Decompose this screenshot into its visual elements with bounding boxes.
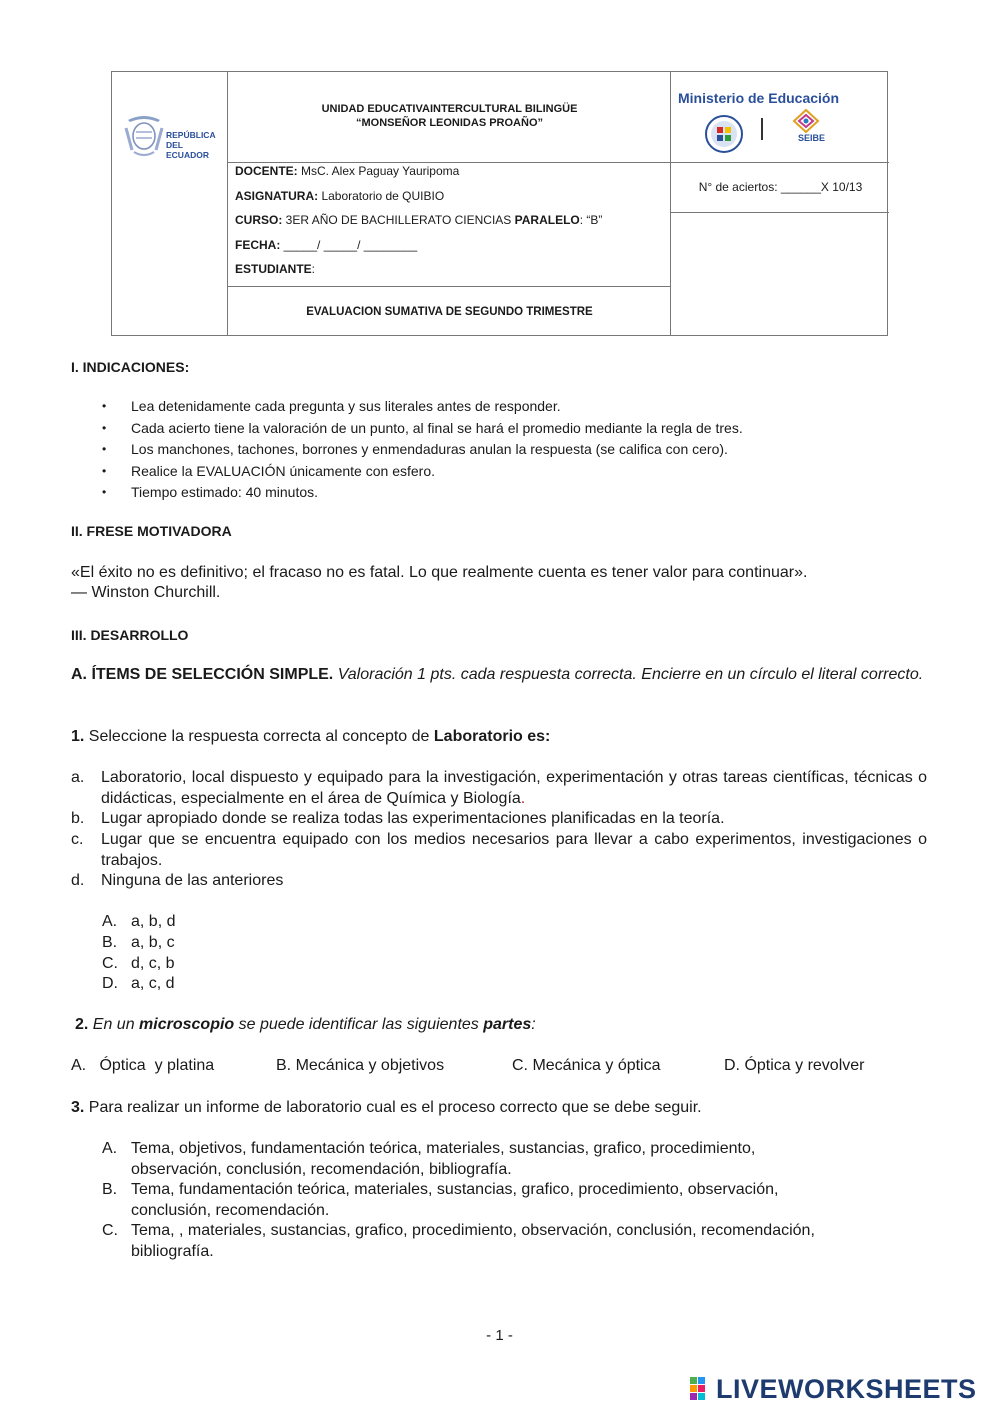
q2-option-c[interactable]: C. Mecánica y óptica [512,1057,661,1074]
coat-of-arms-icon [122,110,166,160]
republic-label-line2: DEL ECUADOR [166,140,209,160]
question-2-text: En un [88,1016,140,1033]
curso-value: 3ER AÑO DE BACHILLERATO CIENCIAS [282,213,515,227]
question-1 [71,727,928,748]
seibe-logo-icon [788,108,824,134]
list-item-text: Cada acierto tiene la valoración de un punto, al final se hará el promedio mediante la regla de tres. [131,419,743,436]
bullet-icon: • [102,485,107,499]
header-table [111,71,888,336]
liveworksheets-logo-icon [690,1377,714,1401]
estudiante-label: ESTUDIANTE [235,262,312,276]
choice-a[interactable]: a, b, d [131,913,176,930]
choice-a-letter: A. [102,913,118,930]
asignatura-row [235,189,675,214]
option-c[interactable]: Lugar que se encuentra equipado con los medios necesarios para llevar a cabo experimentos, investigaciones o trabajos. [101,831,927,869]
republic-label-line1: REPÚBLICA [166,130,216,140]
question-1-keyword: Laboratorio es: [433,728,551,745]
q3-option-a-line1: Tema, objetivos, fundamentación teórica, materiales, sustancias, grafico, procedimiento, [131,1140,756,1157]
question-3 [71,1098,928,1119]
choice-d[interactable]: a, c, d [131,975,175,992]
paralelo-label: PARALELO [514,213,580,227]
question-2-text: : [531,1016,536,1033]
quote-author: — Winston Churchill. [71,584,221,601]
question-2-number: 2. [75,1016,89,1033]
curso-row [235,213,675,238]
header-divider [670,212,889,213]
section-a-title: A. ÍTEMS DE SELECCIÓN SIMPLE. [71,666,334,683]
seibe-label: SEIBE [798,133,826,143]
ministry-logo-text: Ministerio de Educación [678,90,840,106]
section-a-description: Valoración 1 pts. cada respuesta correcta. Encierre en un círculo el literal correcto. [333,666,924,683]
q3-option-c-line2: bibliografía. [131,1242,214,1260]
question-2-text: se puede identificar las siguientes [234,1016,484,1033]
fecha-field[interactable]: _____/ _____/ ________ [280,237,418,252]
docente-row [235,164,675,189]
motivational-quote: «El éxito no es definitivo; el fracaso no es fatal. Lo que realmente cuenta es tener valor para continuar». [71,564,808,581]
fecha-label: FECHA: [235,237,281,252]
q2-option-d[interactable]: D. Óptica y revolver [724,1057,865,1074]
q3-option-b-line1: Tema, fundamentación teórica, materiales, sustancias, grafico, procedimiento, observación, [131,1181,779,1198]
docente-label: DOCENTE: [235,164,298,178]
option-a-letter: a. [71,769,85,786]
choice-b-letter: B. [102,934,118,951]
fecha-row [235,238,675,263]
q3-option-c-line1: Tema, , materiales, sustancias, grafico, procedimiento, observación, conclusión, recomendación, [131,1222,815,1239]
option-c-letter: c. [71,831,84,848]
school-name-line2: “MONSEÑOR LEONIDAS PROAÑO” [355,117,543,129]
asignatura-label: ASIGNATURA: [235,188,319,203]
logo-separator [761,118,763,140]
list-item-text: Los manchones, tachones, borrones y enmendaduras anulan la respuesta (se califica con cero). [131,441,728,457]
page-number: - 1 - [486,1327,513,1344]
question-2 [75,1015,932,1036]
frase-heading: II. FRESE MOTIVADORA [71,523,232,539]
question-1-text: Seleccione la respuesta correcta al concepto de [84,728,434,745]
choice-b[interactable]: a, b, c [131,934,175,951]
question-3-number: 3. [71,1099,85,1116]
list-item-text: Tiempo estimado: 40 minutos. [131,484,319,500]
q3-option-a-line2: observación, conclusión, recomendación, bibliografía. [131,1160,512,1178]
bullet-icon: • [102,442,107,456]
q3-option-a-letter: A. [102,1140,118,1157]
option-a[interactable] [101,768,927,809]
choice-c[interactable]: d, c, b [131,955,175,972]
q3-option-a[interactable] [131,1139,755,1180]
liveworksheets-wordmark: LIVEWORKSHEETS [716,1374,977,1404]
section-a-instructions [71,665,929,686]
q3-option-c-letter: C. [102,1222,118,1239]
q3-option-b-line2: conclusión, recomendación. [131,1201,330,1219]
question-2-keyword: microscopio [139,1016,235,1033]
list-item-text: Lea detenidamente cada pregunta y sus literales antes de responder. [131,398,561,414]
bullet-icon: • [102,420,107,435]
question-2-keyword: partes [483,1016,532,1033]
q3-option-b[interactable] [131,1180,778,1221]
bullet-icon: • [102,399,107,413]
ecuador-coat-of-arms-logo [122,110,227,162]
option-a-period: . [520,789,526,807]
option-d[interactable]: Ninguna de las anteriores [101,872,284,889]
bullet-icon: • [102,463,107,478]
option-b-letter: b. [71,810,85,827]
list-item-text: Realice la EVALUACIÓN únicamente con esfero. [131,462,435,479]
liveworksheets-logo [690,1374,990,1404]
choice-c-letter: C. [102,955,118,972]
q3-option-b-letter: B. [102,1181,118,1198]
question-3-text: Para realizar un informe de laboratorio cual es el proceso correcto que se debe seguir. [84,1099,702,1116]
option-b[interactable]: Lugar apropiado donde se realiza todas las experimentaciones planificadas en la teoría. [101,810,725,827]
q2-option-b[interactable]: B. Mecánica y objetivos [276,1057,445,1074]
header-divider [227,162,889,163]
aciertos-field[interactable]: N° de aciertos: ______X 10/13 [698,180,863,194]
school-name-line1: UNIDAD EDUCATIVAINTERCULTURAL BILINGÜE [321,103,578,115]
choice-d-letter: D. [102,975,118,992]
estudiante-field[interactable]: : [311,262,316,276]
estudiante-row [235,262,675,287]
paralelo-value: : “B” [579,213,603,227]
asignatura-value: Laboratorio de QUIBIO [318,188,445,203]
q3-option-c[interactable] [131,1221,815,1262]
student-info [235,164,675,287]
option-d-letter: d. [71,872,85,889]
question-1-number: 1. [71,728,85,745]
desarrollo-heading: III. DESARROLLO [71,627,189,643]
q2-option-a[interactable]: A. Óptica y platina [71,1057,215,1074]
option-a-text: Laboratorio, local dispuesto y equipado para la investigación, experimentación y otras tareas científicas, técnicas o didácticas, especialmente en el área de Química y Biología [101,769,927,807]
evaluation-title: EVALUACION SUMATIVA DE SEGUNDO TRIMESTRE [306,306,593,318]
republic-label [166,130,227,160]
ministry-seal-icon [704,114,744,154]
docente-value: MsC. Alex Paguay Yauripoma [297,164,460,178]
indicaciones-heading: I. INDICACIONES: [71,359,190,375]
curso-label: CURSO: [235,213,283,227]
school-name [228,102,671,130]
